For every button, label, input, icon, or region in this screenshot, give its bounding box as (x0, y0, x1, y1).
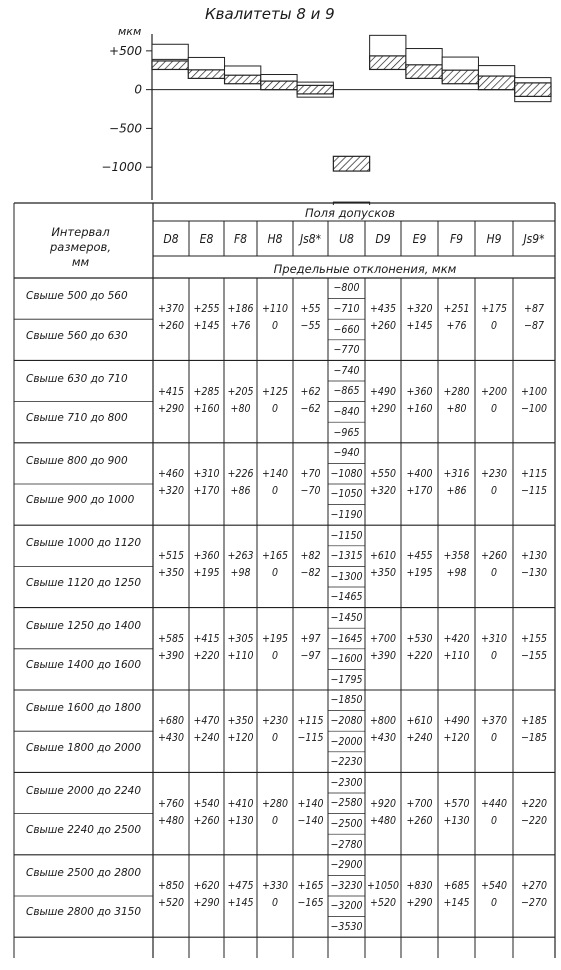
row-label: Свыше 710 до 800 (26, 412, 128, 425)
u8-deviation: −1080 (330, 467, 363, 480)
column-header: D9 (375, 232, 391, 246)
u8-deviation: −1315 (330, 550, 363, 563)
upper-deviation: +570 (443, 797, 470, 810)
upper-deviation: +270 (521, 880, 547, 892)
lower-deviation: −165 (297, 897, 324, 909)
upper-deviation: +435 (370, 303, 396, 316)
upper-deviation: +490 (370, 385, 396, 398)
lower-deviation: +520 (158, 897, 184, 909)
lower-deviation: −270 (521, 897, 547, 909)
row-label: Свыше 1000 до 1120 (26, 537, 142, 550)
lower-deviation: −115 (521, 485, 547, 497)
lower-deviation: +480 (370, 814, 396, 827)
lower-deviation: −82 (300, 567, 321, 580)
u8-deviation: −1465 (330, 591, 363, 604)
lower-deviation: −220 (521, 814, 547, 827)
upper-deviation: +700 (406, 797, 433, 810)
upper-deviation: +760 (158, 797, 184, 810)
lower-deviation: 0 (490, 485, 497, 497)
lower-deviation: +480 (158, 814, 184, 827)
upper-deviation: +263 (227, 550, 254, 563)
upper-deviation: +610 (370, 550, 396, 563)
lower-deviation: 0 (271, 402, 278, 415)
lower-deviation: +80 (230, 402, 251, 415)
lower-deviation: +260 (193, 814, 220, 827)
upper-deviation: +490 (443, 715, 470, 728)
lower-deviation: +260 (158, 320, 184, 333)
upper-deviation: +280 (262, 797, 288, 810)
lower-deviation: +240 (406, 732, 433, 745)
lower-deviation: +350 (370, 567, 396, 580)
interval-header: Интервал размеров, мм (50, 225, 111, 269)
lower-deviation: −100 (521, 402, 547, 415)
upper-deviation: +87 (524, 303, 544, 316)
upper-deviation: +251 (443, 303, 470, 316)
upper-deviation: +330 (262, 880, 288, 892)
lower-deviation: +98 (446, 567, 467, 580)
upper-deviation: +415 (193, 632, 220, 645)
upper-deviation: +230 (262, 715, 288, 728)
chart-title: Квалитеты 8 и 9 (205, 5, 335, 23)
upper-deviation: +110 (262, 303, 288, 316)
lower-deviation: 0 (490, 814, 497, 827)
u8-deviation: −1795 (330, 673, 363, 686)
upper-deviation: +800 (370, 715, 396, 728)
lower-deviation: +170 (406, 485, 433, 497)
lower-deviation: 0 (490, 897, 497, 909)
lower-deviation: +130 (443, 814, 470, 827)
lower-deviation: −62 (300, 402, 321, 415)
lower-deviation: +160 (406, 402, 433, 415)
upper-deviation: +185 (521, 715, 547, 728)
lower-deviation: +260 (370, 320, 396, 333)
u8-deviation: −3200 (330, 900, 363, 913)
upper-deviation: +230 (481, 468, 507, 480)
lower-deviation: −155 (521, 649, 547, 662)
lower-deviation: +390 (370, 649, 396, 662)
lower-deviation: +290 (193, 897, 220, 909)
u8-deviation: −2300 (330, 776, 363, 789)
upper-deviation: +830 (406, 880, 433, 892)
lower-deviation: −97 (300, 649, 321, 662)
row-label: Свыше 1600 до 1800 (26, 702, 142, 715)
upper-deviation: +100 (521, 385, 547, 398)
lower-deviation: 0 (490, 567, 497, 580)
upper-deviation: +140 (297, 797, 324, 810)
upper-deviation: +175 (481, 303, 507, 316)
lower-deviation: +80 (446, 402, 467, 415)
row-label: Свыше 800 до 900 (26, 454, 128, 467)
u8-deviation: −2500 (330, 817, 363, 830)
lower-deviation: +130 (227, 814, 254, 827)
row-label: Свыше 2240 до 2500 (26, 824, 142, 837)
lower-deviation: +120 (227, 732, 254, 745)
u8-deviation: −1300 (330, 570, 363, 583)
lower-deviation: +145 (406, 320, 433, 333)
upper-deviation: +455 (406, 550, 433, 563)
column-header: H8 (267, 232, 283, 246)
upper-deviation: +316 (443, 468, 470, 480)
upper-deviation: +400 (406, 468, 433, 480)
lower-deviation: +76 (230, 320, 251, 333)
upper-deviation: +130 (521, 550, 547, 563)
lower-deviation: −115 (297, 732, 324, 745)
column-header: E9 (412, 232, 427, 246)
lower-deviation: −87 (524, 320, 544, 333)
u8-deviation: −2080 (330, 714, 363, 727)
lower-deviation: −185 (521, 732, 547, 745)
u8-deviation: −865 (333, 385, 360, 398)
column-header: F9 (449, 232, 464, 246)
upper-deviation: +82 (300, 550, 321, 563)
upper-deviation: +370 (481, 715, 507, 728)
upper-deviation: +310 (481, 632, 507, 645)
row-label: Свыше 2000 до 2240 (26, 784, 142, 797)
upper-deviation: +220 (521, 797, 547, 810)
u8-deviation: −740 (333, 364, 360, 377)
row-label: Свыше 1120 до 1250 (26, 576, 142, 589)
upper-deviation: +680 (158, 715, 184, 728)
upper-deviation: +410 (227, 797, 254, 810)
y-tick-label: −500 (109, 121, 142, 136)
u8-deviation: −940 (333, 447, 360, 460)
u8-deviation: −710 (333, 302, 360, 315)
u8-deviation: −1645 (330, 632, 363, 645)
lower-deviation: 0 (490, 649, 497, 662)
lower-deviation: 0 (490, 402, 497, 415)
lower-deviation: +290 (158, 402, 184, 415)
upper-deviation: +620 (193, 880, 220, 892)
u8-deviation: −1600 (330, 653, 363, 666)
lower-deviation: 0 (271, 897, 278, 909)
upper-deviation: +97 (300, 632, 321, 645)
y-tick-label: 0 (134, 82, 142, 97)
u8-deviation: −2780 (330, 838, 363, 851)
lower-deviation: +220 (406, 649, 433, 662)
lower-deviation: 0 (271, 649, 278, 662)
column-header: U8 (339, 232, 354, 246)
row-label: Свыше 1800 до 2000 (26, 741, 142, 754)
lower-deviation: 0 (271, 814, 278, 827)
lower-deviation: +240 (193, 732, 220, 745)
u8-deviation: −770 (333, 344, 360, 357)
lower-deviation: 0 (271, 485, 278, 497)
lower-deviation: +390 (158, 649, 184, 662)
lower-deviation: −70 (300, 485, 321, 497)
upper-deviation: +115 (521, 468, 547, 480)
u8-deviation: −1450 (330, 611, 363, 624)
u8-deviation: −3230 (330, 879, 363, 892)
u8-deviation: −2230 (330, 756, 363, 769)
row-label: Свыше 2500 до 2800 (26, 866, 142, 879)
lower-deviation: +520 (370, 897, 396, 909)
lower-deviation: 0 (271, 320, 278, 333)
upper-deviation: +515 (158, 550, 184, 563)
upper-deviation: +550 (370, 468, 396, 480)
upper-deviation: +280 (443, 385, 470, 398)
lower-deviation: +98 (230, 567, 251, 580)
column-header: D8 (163, 232, 179, 246)
lower-deviation: +145 (443, 897, 470, 909)
lower-deviation: −55 (300, 320, 321, 333)
u8-deviation: −2900 (330, 859, 363, 872)
lower-deviation: +260 (406, 814, 433, 827)
lower-deviation: +145 (193, 320, 220, 333)
column-header: Js9* (523, 232, 545, 246)
u8-deviation: −1150 (330, 529, 363, 542)
row-label: Свыше 560 до 630 (26, 329, 128, 342)
lower-deviation: +86 (446, 485, 467, 497)
row-label: Свыше 500 до 560 (26, 290, 128, 303)
upper-deviation: +540 (193, 797, 220, 810)
lower-deviation: −140 (297, 814, 324, 827)
upper-deviation: +310 (193, 468, 220, 480)
column-header: F8 (233, 232, 248, 246)
upper-deviation: +530 (406, 632, 433, 645)
column-header: H9 (486, 232, 502, 246)
y-axis-label: мкм (118, 25, 142, 38)
upper-deviation: +305 (227, 632, 254, 645)
u8-deviation: −1190 (330, 508, 363, 521)
lower-deviation: +430 (158, 732, 184, 745)
upper-deviation: +475 (227, 880, 254, 892)
column-header: Js8* (299, 232, 322, 246)
upper-deviation: +700 (370, 632, 396, 645)
u8-deviation: −1850 (330, 694, 363, 707)
upper-deviation: +415 (158, 385, 184, 398)
upper-deviation: +358 (443, 550, 470, 563)
column-header: E8 (199, 232, 214, 246)
upper-deviation: +460 (158, 468, 184, 480)
upper-deviation: +360 (193, 550, 220, 563)
lower-deviation: 0 (271, 732, 278, 745)
upper-deviation: +125 (262, 385, 288, 398)
row-label: Свыше 630 до 710 (26, 372, 128, 385)
upper-deviation: +685 (443, 880, 470, 892)
u8-deviation: −3530 (330, 920, 363, 933)
upper-deviation: +186 (227, 303, 254, 316)
upper-deviation: +850 (158, 880, 184, 892)
lower-deviation: +195 (193, 567, 220, 580)
lower-deviation: +290 (406, 897, 433, 909)
lower-deviation: +145 (227, 897, 254, 909)
upper-deviation: +1050 (367, 880, 399, 892)
lower-deviation: +160 (193, 402, 220, 415)
y-tick-label: −1000 (101, 160, 142, 175)
u8-deviation: −965 (333, 426, 360, 439)
lower-deviation: +86 (230, 485, 251, 497)
lower-deviation: +120 (443, 732, 470, 745)
upper-deviation: +155 (521, 632, 547, 645)
lower-deviation: +430 (370, 732, 396, 745)
upper-deviation: +140 (262, 468, 288, 480)
deviations-title: Предельные отклонения, мкм (273, 262, 457, 276)
upper-deviation: +62 (300, 385, 321, 398)
upper-deviation: +260 (481, 550, 507, 563)
u8-deviation: −1050 (330, 488, 363, 501)
upper-deviation: +920 (370, 797, 396, 810)
upper-deviation: +255 (193, 303, 220, 316)
row-label: Свыше 2800 до 3150 (26, 906, 142, 919)
upper-deviation: +320 (406, 303, 433, 316)
upper-deviation: +420 (443, 632, 470, 645)
lower-deviation: 0 (490, 320, 497, 333)
lower-deviation: +110 (443, 649, 470, 662)
row-label: Свыше 1400 до 1600 (26, 659, 142, 672)
lower-deviation: +350 (158, 567, 184, 580)
u8-deviation: −660 (333, 323, 360, 336)
upper-deviation: +470 (193, 715, 220, 728)
row-label: Свыше 1250 до 1400 (26, 619, 142, 632)
upper-deviation: +585 (158, 632, 184, 645)
lower-deviation: +320 (158, 485, 184, 497)
upper-deviation: +440 (481, 797, 507, 810)
lower-deviation: 0 (490, 732, 497, 745)
upper-deviation: +205 (227, 385, 254, 398)
fields-title: Поля допусков (304, 206, 395, 220)
lower-deviation: +290 (370, 402, 396, 415)
row-label: Свыше 900 до 1000 (26, 494, 135, 507)
upper-deviation: +195 (262, 632, 288, 645)
upper-deviation: +165 (262, 550, 288, 563)
lower-deviation: +320 (370, 485, 396, 497)
upper-deviation: +226 (227, 468, 254, 480)
lower-deviation: 0 (271, 567, 278, 580)
lower-deviation: +76 (446, 320, 467, 333)
upper-deviation: +70 (300, 468, 321, 480)
upper-deviation: +285 (193, 385, 220, 398)
lower-deviation: −130 (521, 567, 547, 580)
upper-deviation: +165 (297, 880, 324, 892)
upper-deviation: +370 (158, 303, 184, 316)
u8-deviation: −2580 (330, 797, 363, 810)
upper-deviation: +610 (406, 715, 433, 728)
u8-deviation: −2000 (330, 735, 363, 748)
upper-deviation: +540 (481, 880, 507, 892)
lower-deviation: +220 (193, 649, 220, 662)
u8-deviation: −840 (333, 405, 360, 418)
y-tick-label: +500 (109, 43, 142, 58)
upper-deviation: +200 (481, 385, 507, 398)
lower-deviation: +110 (227, 649, 254, 662)
lower-deviation: +170 (193, 485, 220, 497)
u8-deviation: −800 (333, 282, 360, 295)
upper-deviation: +360 (406, 385, 433, 398)
lower-deviation: +195 (406, 567, 433, 580)
upper-deviation: +350 (227, 715, 254, 728)
upper-deviation: +115 (297, 715, 324, 728)
upper-deviation: +55 (300, 303, 321, 316)
